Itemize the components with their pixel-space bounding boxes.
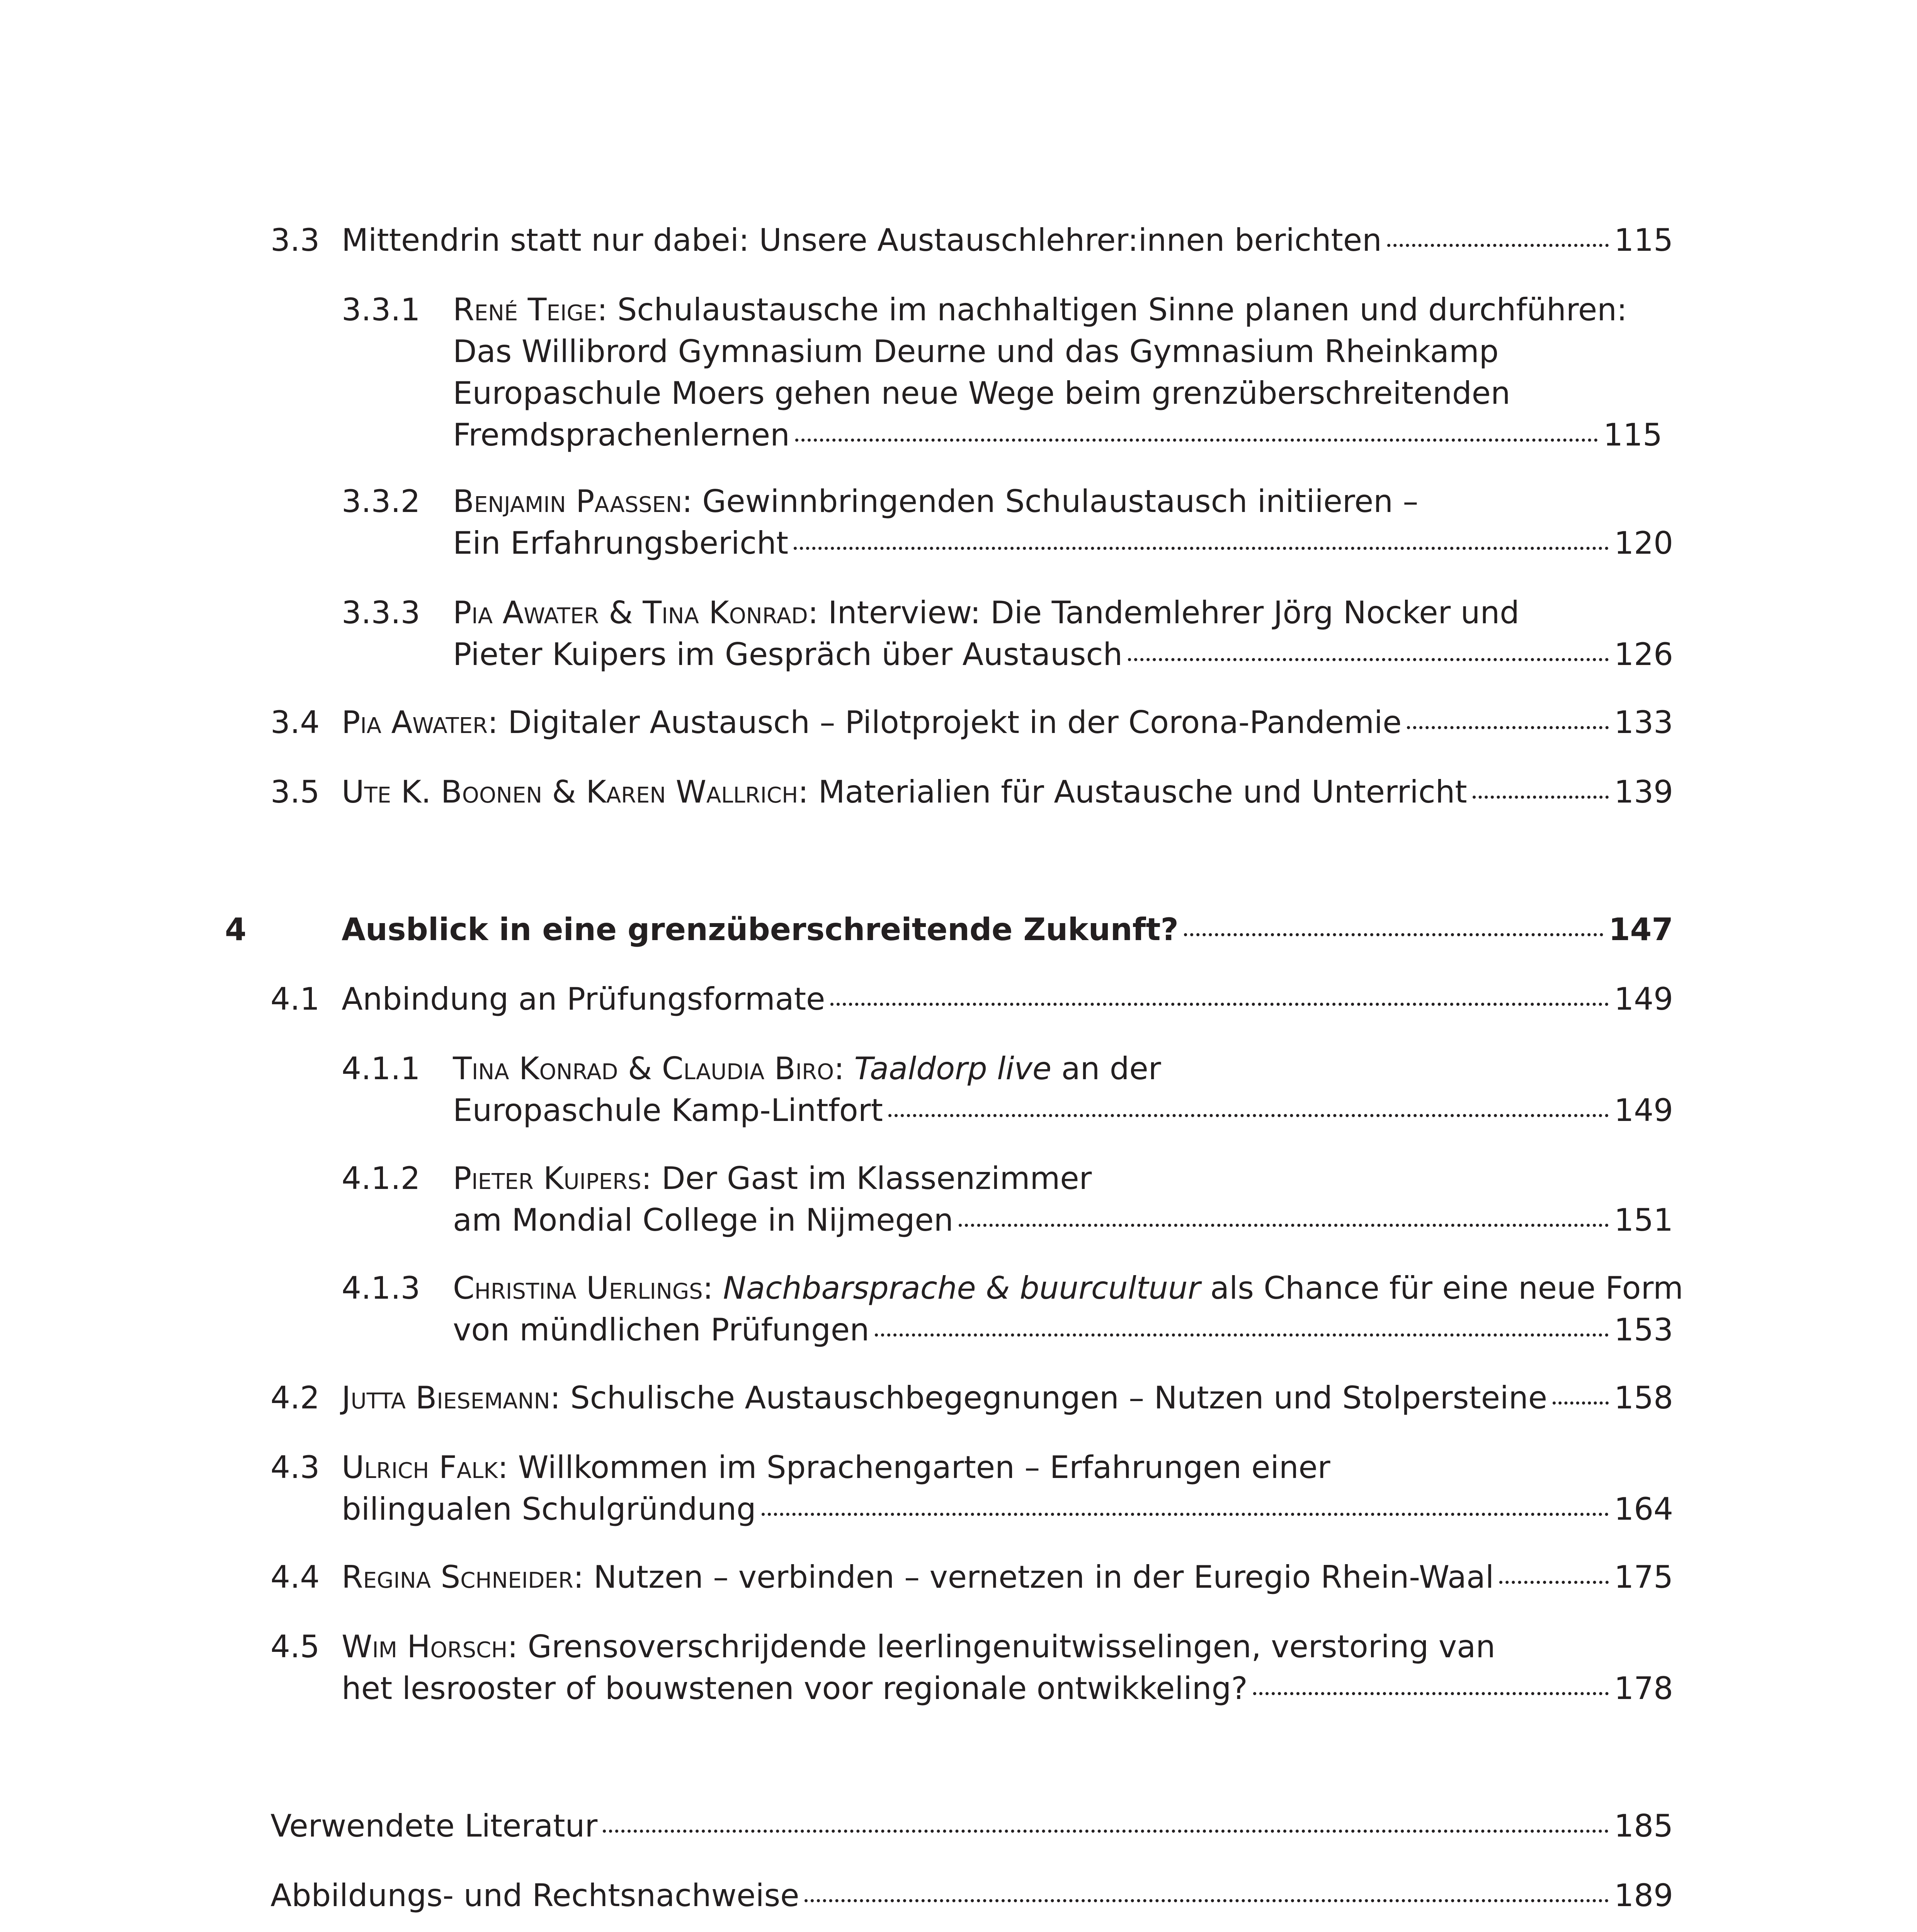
entry-number: 4.1 [270, 981, 320, 1017]
entry-page: 147 [1609, 912, 1673, 947]
chapter-title: Ausblick in eine grenzüberschreitende Zukunft? [342, 912, 1179, 947]
entry-page: 158 [1614, 1380, 1673, 1416]
leader-dots [762, 1513, 1609, 1516]
entry-page: 126 [1614, 636, 1673, 672]
entry-title-italic: Nachbarsprache & buurcultuur [723, 1270, 1201, 1306]
entry-title-line: het lesrooster of bouwstenen voor regionale ontwikkeling? [342, 1670, 1248, 1706]
entry-author: Ute K. Boonen [342, 774, 543, 810]
toc-entry-3-3-3-last[interactable] [453, 634, 1673, 675]
toc-entry-3-3-2-last[interactable] [453, 522, 1673, 564]
entry-author: Karen Wallrich [586, 774, 798, 810]
leader-dots [1128, 658, 1609, 661]
entry-title-line: Das Willibrord Gymnasium Deurne und das Gymnasium Rheinkamp [453, 333, 1499, 369]
entry-author: Pia Awater [342, 704, 488, 740]
entry-author: Claudia Biro [662, 1051, 834, 1087]
entry-title-line: Europaschule Kamp-Lintfort [453, 1092, 883, 1128]
entry-author: Benjamin Paaßen [453, 483, 682, 519]
entry-author: Regina Schneider [342, 1559, 573, 1595]
toc-entry-4-1-3-line1[interactable] [453, 1267, 1683, 1309]
toc-chapter-4[interactable] [342, 909, 1673, 951]
toc-entry-3-5[interactable] [342, 771, 1673, 813]
entry-title: : Gewinnbringenden Schulaustausch initiieren – [682, 483, 1419, 519]
toc-entry-4-5-line1[interactable] [342, 1626, 1495, 1668]
toc-entry-abbildungen[interactable] [270, 1875, 1673, 1917]
entry-number: 3.3 [270, 222, 320, 258]
entry-page: 120 [1614, 525, 1673, 561]
toc-entry-4-1[interactable] [342, 978, 1673, 1020]
entry-number: 3.3.1 [342, 292, 420, 328]
entry-page: 178 [1614, 1670, 1673, 1706]
leader-dots [1553, 1401, 1609, 1405]
chapter-number: 4 [225, 912, 247, 947]
leader-dots [805, 1899, 1609, 1902]
entry-page: 189 [1614, 1878, 1673, 1913]
leader-dots [603, 1830, 1609, 1833]
toc-entry-4-1-2-last[interactable] [453, 1199, 1673, 1241]
entry-number: 4.2 [270, 1380, 320, 1416]
entry-title-line: Europaschule Moers gehen neue Wege beim grenzüberschreitenden [453, 375, 1510, 411]
entry-title-line: bilingualen Schulgründung [342, 1491, 756, 1527]
leader-dots [1253, 1692, 1609, 1695]
toc-entry-3-3-1-last[interactable] [453, 414, 1662, 456]
entry-page: 153 [1614, 1312, 1673, 1348]
toc-entry-3-4[interactable] [342, 702, 1673, 743]
entry-page: 149 [1614, 981, 1673, 1017]
entry-page: 139 [1614, 774, 1673, 810]
entry-page: 115 [1603, 417, 1662, 453]
toc-entry-4-5-last[interactable] [342, 1668, 1673, 1709]
entry-author: Tina Konrad [453, 1051, 618, 1087]
entry-title: : Nutzen – verbinden – vernetzen in der Euregio Rhein-Waal [573, 1559, 1494, 1595]
entry-author: René Teige [453, 292, 597, 328]
entry-title: an der [1051, 1051, 1161, 1087]
entry-title: Verwendete Literatur [270, 1808, 598, 1844]
leader-dots [959, 1224, 1609, 1227]
toc-entry-literatur[interactable] [270, 1805, 1673, 1847]
toc-entry-4-3-line1[interactable] [342, 1447, 1330, 1488]
entry-title-line: Fremdsprachenlernen [453, 417, 790, 453]
toc-entry-4-1-3-last[interactable] [453, 1309, 1673, 1351]
entry-number: 3.3.2 [342, 483, 420, 519]
leader-dots [794, 547, 1609, 550]
entry-number: 4.3 [270, 1449, 320, 1485]
entry-number: 3.5 [270, 774, 320, 810]
leader-dots [1499, 1581, 1609, 1584]
entry-number: 4.1.2 [342, 1160, 420, 1196]
entry-title-line: Ein Erfahrungsbericht [453, 525, 789, 561]
leader-dots [875, 1333, 1609, 1337]
entry-title: : Materialien für Austausche und Unterricht [798, 774, 1467, 810]
leader-dots [1473, 796, 1609, 799]
toc-entry-4-3-last[interactable] [342, 1488, 1673, 1530]
entry-page: 133 [1614, 704, 1673, 740]
toc-entry-3-3[interactable] [342, 219, 1673, 261]
entry-title: Abbildungs- und Rechtsnachweise [270, 1878, 799, 1913]
entry-title: : Interview: Die Tandemlehrer Jörg Nocker und [808, 595, 1519, 631]
entry-author: Ulrich Falk [342, 1449, 498, 1485]
leader-dots [795, 439, 1598, 442]
entry-title: : Grensoverschrijdende leerlingenuitwisselingen, verstoring van [507, 1629, 1495, 1665]
entry-title: : Schulische Austauschbegegnungen – Nutzen und Stolpersteine [550, 1380, 1548, 1416]
entry-number: 3.3.3 [342, 595, 420, 631]
entry-number: 4.1.3 [342, 1270, 420, 1306]
entry-title: als Chance für eine neue Form [1200, 1270, 1684, 1306]
entry-number: 4.4 [270, 1559, 320, 1595]
entry-author-sep: & [599, 595, 643, 631]
entry-number: 4.5 [270, 1629, 320, 1665]
entry-author: Wim Horsch [342, 1629, 508, 1665]
entry-title-line: Pieter Kuipers im Gespräch über Austausch [453, 636, 1123, 672]
entry-author: Tina Konrad [643, 595, 808, 631]
entry-title: : Der Gast im Klassenzimmer [641, 1160, 1092, 1196]
entry-page: 115 [1614, 222, 1673, 258]
entry-title-line: von mündlichen Prüfungen [453, 1312, 869, 1348]
entry-page: 149 [1614, 1092, 1673, 1128]
entry-author-sep: & [542, 774, 586, 810]
leader-dots [888, 1114, 1609, 1117]
entry-colon: : [834, 1051, 854, 1087]
entry-author: Pieter Kuipers [453, 1160, 641, 1196]
toc-entry-3-3-1-line1[interactable] [453, 289, 1627, 331]
entry-title: Anbindung an Prüfungsformate [342, 981, 825, 1017]
entry-page: 164 [1614, 1491, 1673, 1527]
toc-entry-3-3-3-line1[interactable] [453, 592, 1519, 634]
leader-dots [830, 1003, 1609, 1006]
entry-title: : Digitaler Austausch – Pilotprojekt in der Corona-Pandemie [488, 704, 1402, 740]
entry-page: 175 [1614, 1559, 1673, 1595]
toc-entry-4-1-1-last[interactable] [453, 1090, 1673, 1131]
leader-dots [1407, 726, 1609, 729]
entry-author: Christina Uerlings [453, 1270, 703, 1306]
toc-entry-3-3-2-line1[interactable] [453, 481, 1418, 522]
entry-number: 3.4 [270, 704, 320, 740]
entry-title: Mittendrin statt nur dabei: Unsere Austauschlehrer:innen berichten [342, 222, 1382, 258]
entry-page: 151 [1614, 1202, 1673, 1238]
entry-title-italic: Taaldorp live [854, 1051, 1052, 1087]
leader-dots [1387, 244, 1609, 247]
entry-author-sep: & [618, 1051, 662, 1087]
entry-page: 185 [1614, 1808, 1673, 1844]
entry-title: : Willkommen im Sprachengarten – Erfahrungen einer [498, 1449, 1330, 1485]
entry-number: 4.1.1 [342, 1051, 420, 1087]
entry-author: Jutta Biesemann [342, 1380, 550, 1416]
entry-colon: : [703, 1270, 723, 1306]
entry-title: : Schulaustausche im nachhaltigen Sinne planen und durchführen: [597, 292, 1627, 328]
toc-entry-4-1-1-line1[interactable] [453, 1048, 1161, 1090]
toc-entry-4-2[interactable] [342, 1377, 1673, 1419]
leader-dots [1184, 933, 1603, 936]
toc-entry-4-1-2-line1[interactable] [453, 1158, 1092, 1199]
entry-title-line: am Mondial College in Nijmegen [453, 1202, 954, 1238]
toc-entry-4-4[interactable] [342, 1556, 1673, 1598]
entry-author: Pia Awater [453, 595, 599, 631]
